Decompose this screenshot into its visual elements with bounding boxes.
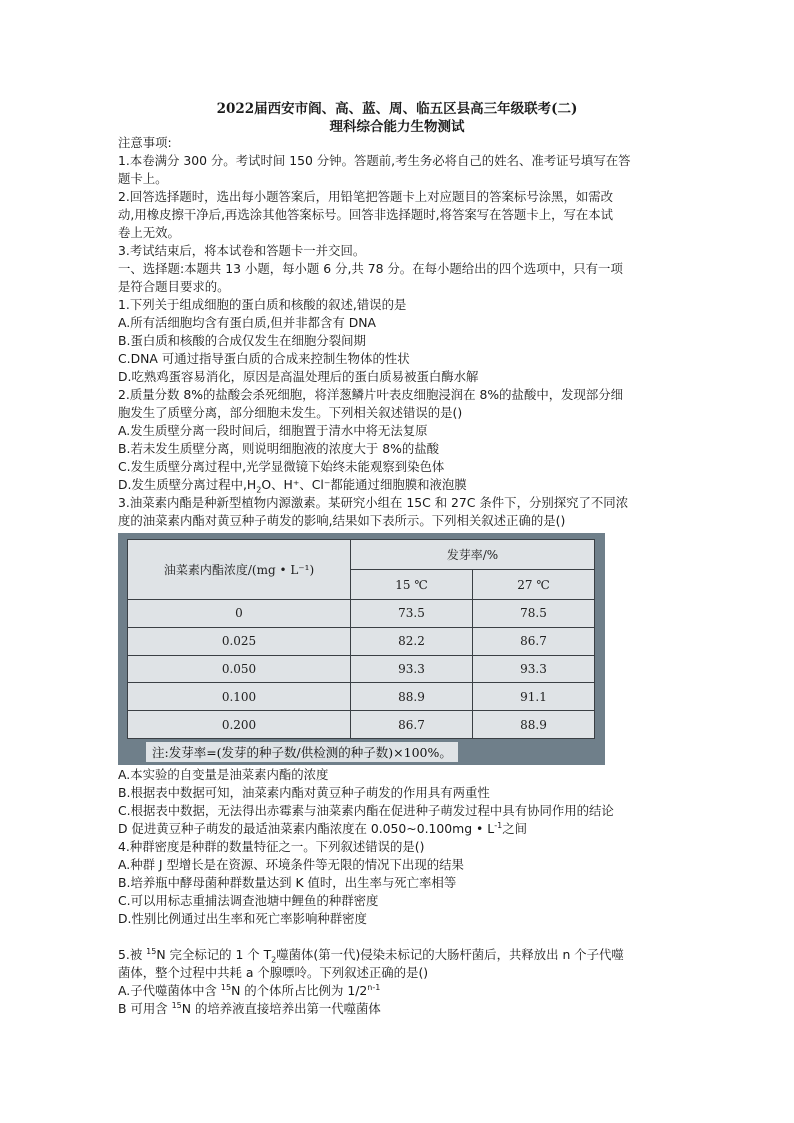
q1-option-a: A.所有活细胞均含有蛋白质,但并非都含有 DNA bbox=[118, 315, 377, 330]
table-row: 0 73.5 78.5 bbox=[128, 600, 595, 628]
table-header-germination: 发芽率/% bbox=[351, 540, 595, 570]
q3-option-d: D 促进黄豆种子萌发的最适油菜素内酯浓度在 0.050~0.100mg • $L^{-1}$之间 bbox=[118, 820, 527, 836]
table-header-15c: 15 ℃ bbox=[351, 570, 473, 600]
q5-option-b: B 可用含 $^{15}$N 的培养液直接培养出第一代噬菌体 bbox=[118, 1000, 381, 1016]
q4-option-d: D.性别比例通过出生率和死亡率影响种群密度 bbox=[118, 911, 367, 926]
note-1a: 1.本卷满分 300 分。考试时间 150 分钟。答题前,考生务必将自己的姓名、准考证号填写在答 bbox=[118, 153, 631, 168]
q2-option-d: D.发生质壁分离过程中$,H_2O$、H⁺、Cl⁻都能通过细胞膜和液泡膜 bbox=[118, 477, 467, 494]
q2-option-a: A.发生质壁分离一段时间后，细胞置于清水中将无法复原 bbox=[118, 423, 428, 438]
q3-option-b: B.根据表中数据可知，油菜素内酯对黄豆种子萌发的作用具有两重性 bbox=[118, 785, 490, 800]
q5-stem-2: 菌体，整个过程中共耗 a 个腺嘌呤。下列叙述正确的是() bbox=[118, 965, 429, 980]
table-header-27c: 27 ℃ bbox=[473, 570, 595, 600]
q1-option-d: D.吃熟鸡蛋容易消化，原因是高温处理后的蛋白质易被蛋白酶水解 bbox=[118, 369, 479, 384]
q3-option-a: A.本实验的自变量是油菜素内酯的浓度 bbox=[118, 767, 329, 782]
note-1b: 题卡上。 bbox=[118, 171, 168, 186]
section-heading: 一、选择题:本题共 13 小题，每小题 6 分,共 78 分。在每小题给出的四个选项中，只有一项 bbox=[118, 261, 623, 276]
q4-option-b: B.培养瓶中酵母菌种群数量达到 K 值时，出生率与死亡率相等 bbox=[118, 875, 457, 890]
q3-option-c: C.根据表中数据，无法得出赤霉素与油菜素内酯在促进种子萌发过程中具有协同作用的结论 bbox=[118, 803, 614, 818]
q4-option-a: A.种群 J 型增长是在资源、环境条件等无限的情况下出现的结果 bbox=[118, 857, 464, 872]
note-2c: 卷上无效。 bbox=[118, 225, 180, 240]
section-heading-cont: 是符合题目要求的。 bbox=[118, 279, 230, 294]
note-2b: 动,用橡皮擦干净后,再选涂其他答案标号。回答非选择题时,将答案写在答题卡上，写在本试 bbox=[118, 207, 614, 222]
exam-subtitle: 理科综合能力生物测试 bbox=[329, 119, 465, 135]
table-row: 0.050 93.3 93.3 bbox=[128, 655, 595, 683]
q5-stem-1: 5.被 $^{15}$N 完全标记的 1 个 $T_2$噬菌体(第一代)侵染未标记的大肠杆菌后，共释放出 n 个子代噬 bbox=[118, 946, 624, 964]
note-2a: 2.回答选择题时，选出每小题答案后，用铅笔把答题卡上对应题目的答案标号涂黑，如需改 bbox=[118, 189, 614, 204]
note-3: 3.考试结束后，将本试卷和答题卡一并交回。 bbox=[118, 243, 366, 258]
table-row: 0.200 86.7 88.9 bbox=[128, 711, 595, 739]
q2-option-b: B.若未发生质壁分离，则说明细胞液的浓度大于 8%的盐酸 bbox=[118, 441, 440, 456]
table-row: 0.100 88.9 91.1 bbox=[128, 683, 595, 711]
q2-stem-1: 2.质量分数 8%的盐酸会杀死细胞，将洋葱鳞片叶表皮细胞浸润在 8%的盐酸中，发现部分细 bbox=[118, 387, 624, 402]
table-header-concentration: 油菜素内酯浓度/(mg • L⁻¹) bbox=[128, 540, 351, 600]
table-row: 0.025 82.2 86.7 bbox=[128, 627, 595, 655]
q3-stem-2: 度的油菜素内酯对黄豆种子萌发的影响,结果如下表所示。下列相关叙述正确的是() bbox=[118, 513, 566, 528]
q2-stem-2: 胞发生了质壁分离，部分细胞未发生。下列相关叙述错误的是() bbox=[118, 405, 463, 420]
q4-stem: 4.种群密度是种群的数量特征之一。下列叙述错误的是() bbox=[118, 839, 425, 854]
q2-option-c: C.发生质壁分离过程中,光学显微镜下始终未能观察到染色体 bbox=[118, 459, 445, 474]
q3-stem-1: 3.油菜素内酯是种新型植物内源激素。某研究小组在 15C 和 27C 条件下，分别探究了不同浓 bbox=[118, 495, 629, 510]
q1-option-c: C.DNA 可通过指导蛋白质的合成来控制生物体的性状 bbox=[118, 351, 410, 366]
q5-option-a: A.子代噬菌体中含 $^{15}$N 的个体所占比例为 1/2$^{n-1}$ bbox=[118, 982, 381, 998]
data-table bbox=[127, 539, 595, 739]
data-table-photo bbox=[118, 533, 605, 765]
q1-stem: 1.下列关于组成细胞的蛋白质和核酸的叙述,错误的是 bbox=[118, 297, 407, 312]
table-footnote: 注:发芽率=(发芽的种子数/供检测的种子数)×100%。 bbox=[146, 742, 458, 762]
exam-title: 2022届西安市阎、高、蓝、周、临五区县高三年级联考(二) bbox=[216, 101, 578, 117]
q1-option-b: B.蛋白质和核酸的合成仅发生在细胞分裂间期 bbox=[118, 333, 366, 348]
notes-heading: 注意事项: bbox=[118, 135, 172, 150]
q4-option-c: C.可以用标志重捕法调查池塘中鲤鱼的种群密度 bbox=[118, 893, 379, 908]
